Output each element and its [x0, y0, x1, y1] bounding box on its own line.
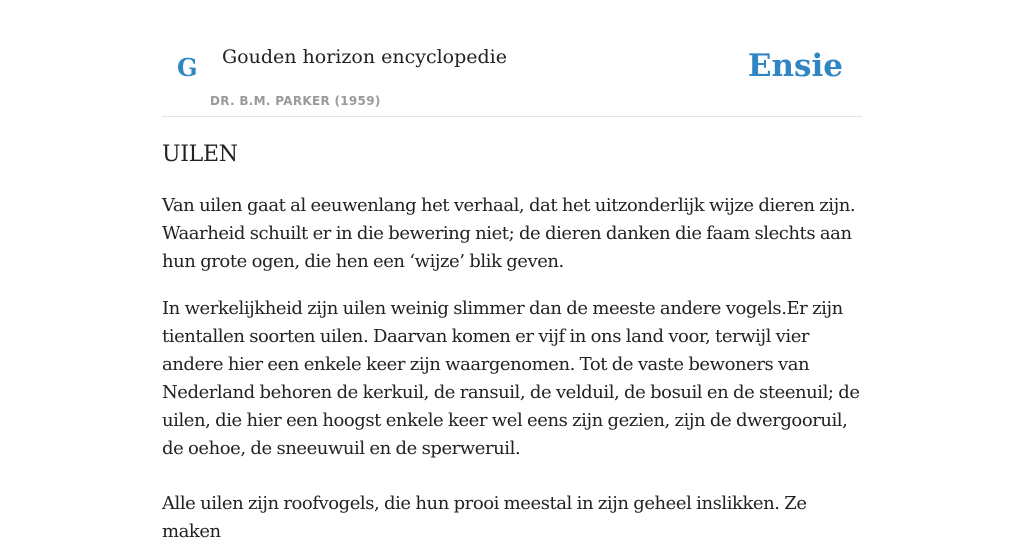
article-paragraph: In werkelijkheid zijn uilen weinig slimmer dan de meeste andere vogels.Er zijn tientallen soorten uilen. Daarvan komen er vijf in ons land voor, terwijl vier andere hier een enkele keer zijn waargenomen. Tot de vaste bewoners van Nederland behoren de kerkuil, de ransuil, de velduil, de bosuil en de steenuil; de uilen, die hier een hoogst enkele keer wel eens zijn gezien, zijn de dwergooruil, de oehoe, de sneeuwuil en de sperweruil.	[162, 298, 860, 459]
ensie-logo-link[interactable]: Ensie	[747, 48, 843, 84]
article	[162, 140, 862, 546]
article-paragraph: Alle uilen zijn roofvogels, die hun prooi meestal in zijn geheel inslikken. Ze maken	[162, 493, 807, 542]
article-paragraph: Van uilen gaat al eeuwenlang het verhaal, dat het uitzonderlijk wijze dieren zijn. Waarheid schuilt er in die bewering niet; de dieren danken die faam slechts aan hun grote ogen, die hen een ‘wijze’ blik geven.	[162, 195, 856, 272]
book-title-link[interactable]: Gouden horizon encyclopedie	[222, 46, 507, 68]
book-logo-link[interactable]: G	[177, 53, 198, 82]
article-title: UILEN	[162, 142, 238, 167]
book-author: DR. B.M. PARKER (1959)	[210, 94, 381, 108]
page-header	[162, 0, 862, 117]
